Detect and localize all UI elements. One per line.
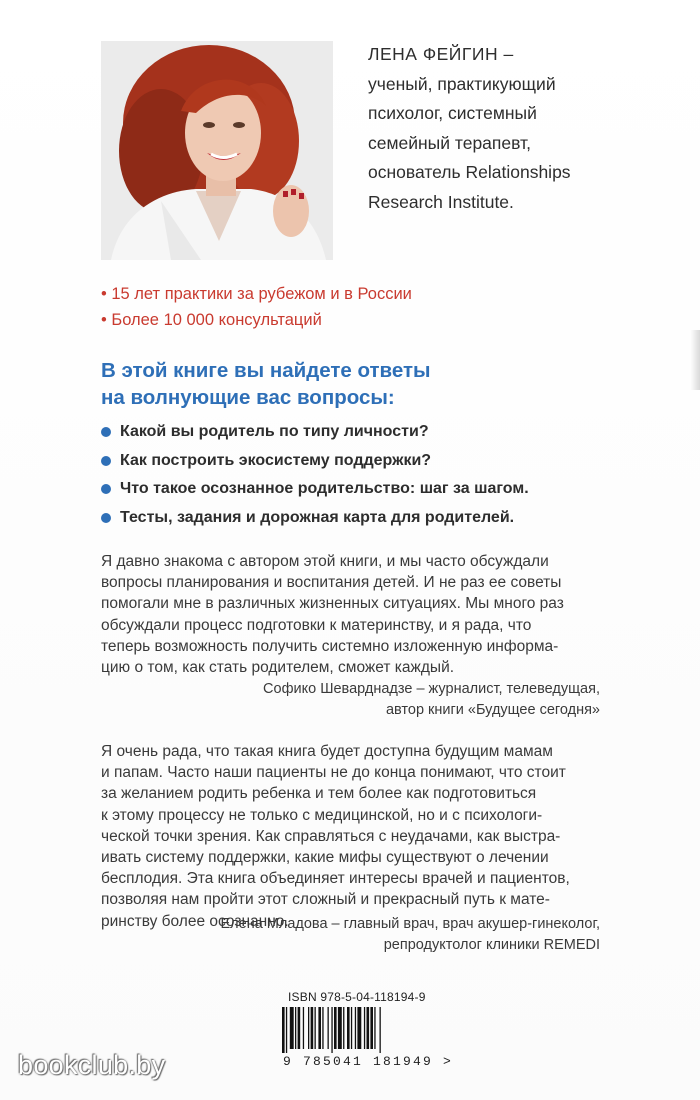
testimonial-line: цию о том, как стать родителем, сможет каждый. xyxy=(101,659,455,677)
testimonial-line: ческой точки зрения. Как справляться с неудачами, как выстра- xyxy=(101,827,561,845)
cover-edge-shadow xyxy=(690,330,700,390)
stat-item: • 15 лет практики за рубежом и в России xyxy=(101,285,412,303)
testimonial-line: ринству более осознанно. xyxy=(101,912,289,930)
author-bio xyxy=(368,40,608,217)
testimonial-line: позволяя нам пройти этот сложный и прекрасный путь к мате- xyxy=(101,891,550,909)
author-bio-line: Research Institute. xyxy=(368,191,514,212)
bullet-icon xyxy=(101,513,111,523)
questions-list xyxy=(101,418,621,532)
question-text: Что такое осознанное родительство: шаг за шагом. xyxy=(120,480,529,497)
testimonial-line: Я очень рада, что такая книга будет доступна будущим мамам xyxy=(101,743,553,760)
author-stats xyxy=(101,281,412,333)
stat-item: • Более 10 000 консультаций xyxy=(101,311,322,329)
book-headline xyxy=(101,357,431,411)
question-item xyxy=(101,475,621,504)
author-bio-line: психолог, системный xyxy=(368,103,537,123)
author-bio-line: ученый, практикующий xyxy=(368,73,556,94)
testimonial-1-signature xyxy=(263,679,600,721)
testimonial-line: к этому процессу не только с медицинской, но и с психологи- xyxy=(101,806,543,824)
headline-line: на волнующие вас вопросы: xyxy=(101,386,395,409)
testimonial-line: вопросы планирования и воспитания детей. И не раз ее советы xyxy=(101,574,562,592)
signature-line: репродуктолог клиники REMEDI xyxy=(383,937,600,953)
question-item xyxy=(101,418,621,447)
testimonial-line: Я давно знакома с автором этой книги, и мы часто обсуждали xyxy=(101,553,549,570)
testimonial-1 xyxy=(101,551,601,678)
testimonial-line: и папам. Часто наши пациенты не до конца понимают, что стоит xyxy=(101,764,566,782)
bullet-icon xyxy=(101,427,111,437)
testimonial-2 xyxy=(101,741,601,932)
testimonial-line: за желанием родить ребенка и тем более как подготовиться xyxy=(101,785,537,803)
signature-line: автор книги «Будущее сегодня» xyxy=(385,702,600,718)
isbn-label: ISBN 978-5-04-118194-9 xyxy=(288,990,426,1004)
question-text: Как построить экосистему поддержки? xyxy=(120,451,432,469)
bullet-icon xyxy=(101,484,111,494)
bullet-icon xyxy=(101,456,111,466)
author-bio-line: основатель Relationships xyxy=(368,162,571,182)
author-name: ЛЕНА ФЕЙГИН – xyxy=(368,44,514,64)
signature-line: Софико Шеварднадзе – журналист, телеведущая, xyxy=(263,681,600,697)
author-photo xyxy=(101,41,333,260)
barcode xyxy=(280,1007,420,1053)
question-text: Какой вы родитель по типу личности? xyxy=(120,423,429,440)
testimonial-line: обсуждали процесс подготовки к материнству, и я рада, что xyxy=(101,616,532,634)
testimonial-2-signature xyxy=(221,914,601,956)
headline-line: В этой книге вы найдете ответы xyxy=(101,359,431,382)
author-bio-line: семейный терапевт, xyxy=(368,132,531,153)
question-item xyxy=(101,504,621,533)
testimonial-line: бесплодия. Эта книга объединяет интересы врачей и пациентов, xyxy=(101,870,570,888)
testimonial-line: ивать систему поддержки, какие мифы существуют о лечении xyxy=(101,849,549,867)
question-text: Тесты, задания и дорожная карта для родителей. xyxy=(120,508,515,526)
testimonial-line: теперь возможность получить системно изложенную информа- xyxy=(101,637,559,655)
watermark-logo: bookclub.by xyxy=(18,1050,166,1080)
barcode-digits: 9 785041 181949 > xyxy=(283,1054,454,1069)
signature-line: Елена Младова – главный врач, врач акушер-гинеколог, xyxy=(220,916,600,932)
question-item xyxy=(101,447,621,476)
testimonial-line: помогали мне в различных жизненных ситуациях. Мы много раз xyxy=(101,595,564,613)
